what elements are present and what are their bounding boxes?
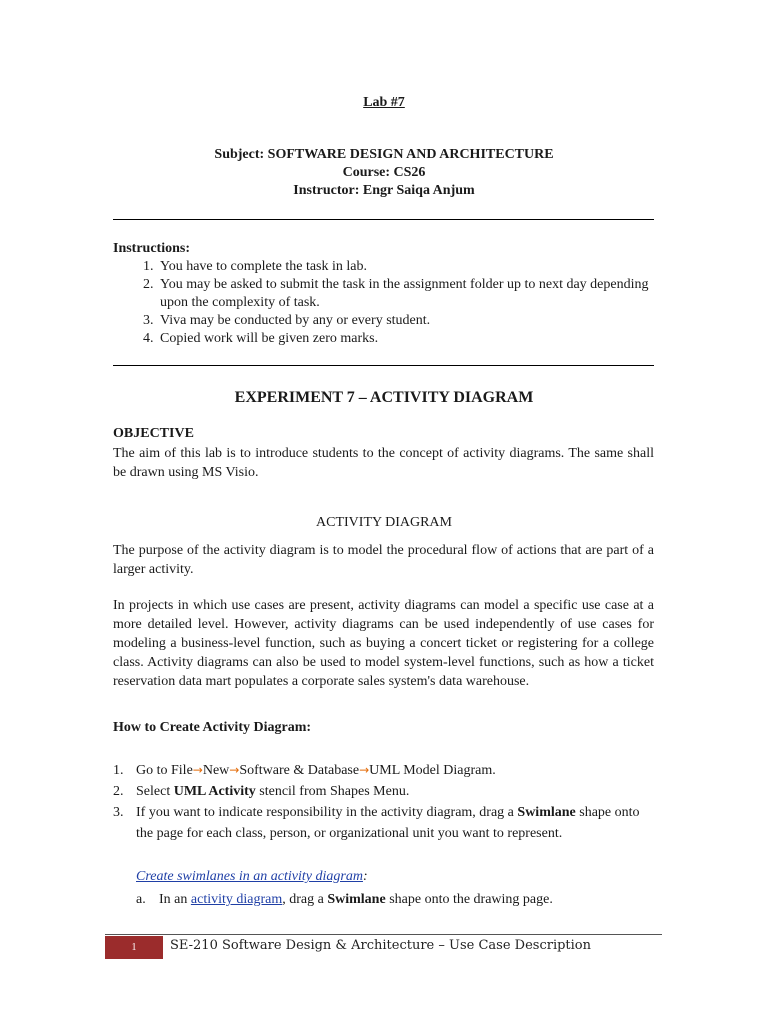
step-3-bold: Swimlane <box>517 805 576 820</box>
step-2 <box>113 781 654 802</box>
sub-step-bold: Swimlane <box>327 892 386 907</box>
step-3 <box>113 802 654 844</box>
objective-heading: OBJECTIVE <box>113 426 194 441</box>
create-swimlanes-link[interactable]: Create swimlanes in an activity diagram <box>136 869 363 884</box>
course-header <box>0 146 768 200</box>
step-2-text: Select <box>136 784 174 799</box>
step-1-text-new: New <box>202 763 230 778</box>
subject-line: Subject: SOFTWARE DESIGN AND ARCHITECTURE <box>214 147 554 162</box>
step-1-text-file: Go to File <box>136 763 193 778</box>
instruction-item: 4. Copied work will be given zero marks. <box>157 330 654 348</box>
arrow-right-icon: → <box>359 763 370 777</box>
divider-bottom <box>113 365 654 366</box>
course-line: Course: CS26 <box>342 165 426 180</box>
lab-title: Lab #7 <box>363 95 405 110</box>
instructions-list <box>113 258 654 348</box>
instructor-line: Instructor: Engr Saiqa Anjum <box>293 183 475 198</box>
activity-diagram-paragraph-2: In projects in which use cases are present, activity diagrams can model a specific use case at a more detailed level. However, activity diagrams can be used independently of use cases for modeling a business-level function, such as buying a concert ticket or registering for a college class. Activity diagrams can also be used to model system-level functions, such as how a ticket reservation data mart populates a corporate sales system's data warehouse. <box>113 598 654 689</box>
instructions-section <box>113 240 654 348</box>
how-to-heading: How to Create Activity Diagram: <box>113 720 312 735</box>
instructions-heading: Instructions: <box>113 241 191 256</box>
objective-text: The aim of this lab is to introduce students to the concept of activity diagrams. The same shall be drawn using MS Visio. <box>113 446 654 480</box>
subheading-colon: : <box>362 869 368 884</box>
how-to-steps <box>113 760 654 844</box>
step-2-text-after: stencil from Shapes Menu. <box>255 784 410 799</box>
step-number: 1. <box>113 763 124 778</box>
footer-divider <box>105 934 662 935</box>
instruction-item: 3. Viva may be conducted by any or every student. <box>157 312 654 330</box>
arrow-right-icon: → <box>192 763 203 777</box>
divider-top <box>113 219 654 220</box>
step-number: 2. <box>113 784 124 799</box>
step-1 <box>113 760 654 781</box>
sub-step-text: In an <box>159 892 191 907</box>
experiment-title: EXPERIMENT 7 – ACTIVITY DIAGRAM <box>234 389 534 406</box>
activity-diagram-link[interactable]: activity diagram <box>190 892 283 907</box>
step-3-text-after: shape onto the page for each class, person, or organizational unit you want to represent. <box>136 805 640 841</box>
step-3-text: If you want to indicate responsibility in the activity diagram, drag a <box>136 805 518 820</box>
step-number: 3. <box>113 805 124 820</box>
step-2-bold: UML Activity <box>173 784 256 799</box>
instruction-item: 1. You have to complete the task in lab. <box>157 258 654 276</box>
sub-step-text-after: shape onto the drawing page. <box>385 892 553 907</box>
arrow-right-icon: → <box>229 763 240 777</box>
swimlanes-subheading <box>136 869 368 885</box>
sub-step-letter: a. <box>136 892 146 907</box>
activity-diagram-heading: ACTIVITY DIAGRAM <box>316 515 452 530</box>
page-number-badge: 1 <box>105 936 163 959</box>
instruction-item: 2. You may be asked to submit the task in the assignment folder up to next day depending upon the complexity of task. <box>157 276 654 312</box>
step-1-text-uml: UML Model Diagram. <box>369 763 496 778</box>
footer-text: SE-210 Software Design & Architecture – Use Case Description <box>170 938 592 953</box>
sub-step-a <box>136 890 553 909</box>
step-1-text-software: Software & Database <box>239 763 360 778</box>
sub-step-text-middle: , drag a <box>282 892 328 907</box>
activity-diagram-paragraph-1: The purpose of the activity diagram is to model the procedural flow of actions that are part of a larger activity. <box>113 543 654 577</box>
